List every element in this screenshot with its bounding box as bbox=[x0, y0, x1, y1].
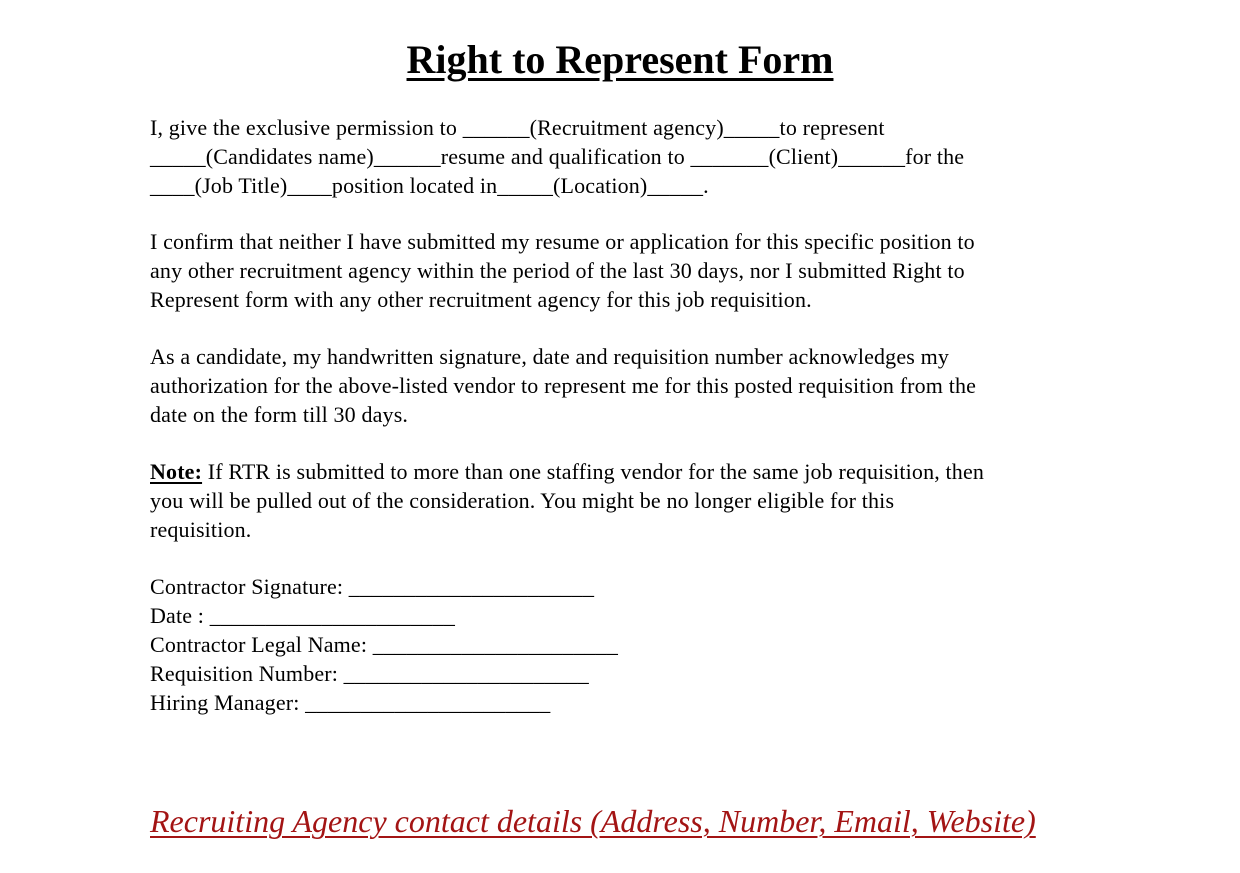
paragraph-line: you will be pulled out of the consideration. You might be no longer eligible for this bbox=[150, 488, 895, 513]
paragraph-line: requisition. bbox=[150, 517, 252, 542]
hiring-manager-field: Hiring Manager: ______________________ bbox=[150, 690, 551, 715]
paragraph-line: ____(Job Title)____position located in_____(Location)_____. bbox=[150, 173, 709, 198]
paragraph-line: any other recruitment agency within the period of the last 30 days, nor I submitted Right to bbox=[150, 258, 965, 283]
document-title bbox=[0, 34, 1240, 86]
confirmation-paragraph bbox=[150, 227, 1100, 314]
paragraph-line: date on the form till 30 days. bbox=[150, 402, 409, 427]
authorization-paragraph bbox=[150, 342, 1100, 429]
signature-fields bbox=[150, 572, 1100, 717]
paragraph-line: I confirm that neither I have submitted my resume or application for this specific position to bbox=[150, 229, 975, 254]
paragraph-line: authorization for the above-listed vendor to represent me for this posted requisition from the bbox=[150, 373, 977, 398]
paragraph-line: As a candidate, my handwritten signature, date and requisition number acknowledges my bbox=[150, 344, 950, 369]
note-first-line bbox=[150, 457, 1100, 486]
note-paragraph bbox=[150, 457, 1100, 544]
paragraph-line: Represent form with any other recruitment agency for this job requisition. bbox=[150, 287, 812, 312]
permission-paragraph bbox=[150, 113, 1100, 200]
contractor-signature-field: Contractor Signature: ______________________ bbox=[150, 574, 595, 599]
agency-contact-footer bbox=[150, 799, 1036, 843]
contractor-legal-name-field: Contractor Legal Name: ______________________ bbox=[150, 632, 619, 657]
paragraph-line: _____(Candidates name)______resume and qualification to _______(Client)______for the bbox=[150, 144, 965, 169]
requisition-number-field: Requisition Number: ______________________ bbox=[150, 661, 589, 686]
agency-contact-text: Recruiting Agency contact details (Address, Number, Email, Website) bbox=[150, 803, 1036, 839]
note-label: Note: bbox=[150, 459, 203, 484]
paragraph-line: I, give the exclusive permission to ______(Recruitment agency)_____to represent bbox=[150, 115, 885, 140]
date-field: Date : ______________________ bbox=[150, 603, 455, 628]
note-text: If RTR is submitted to more than one staffing vendor for the same job requisition, then bbox=[202, 459, 985, 484]
document-title-text: Right to Represent Form bbox=[406, 37, 834, 82]
